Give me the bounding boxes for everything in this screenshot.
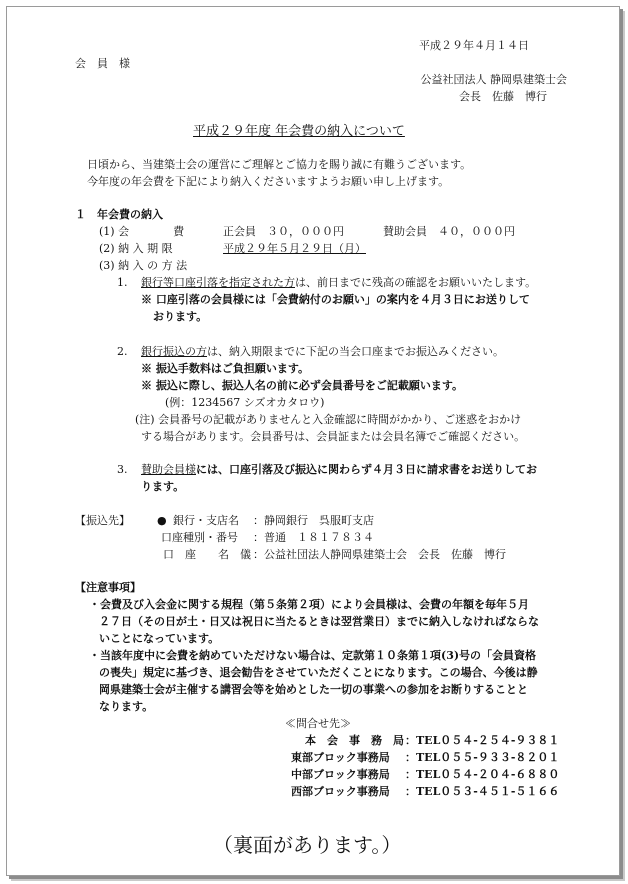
notes-line-6: 岡県建築士会が主催する講習会等を始めとした一切の事業への参加をお断りすることと <box>99 683 528 696</box>
transfer-label-account: 口座種別・番号 <box>161 531 238 544</box>
notes-line-5: の喪失」規定に基づき、退会勧告をさせていただくことになります。この場合、今後は静 <box>99 666 538 679</box>
method-3-line-2: ります。 <box>141 480 185 493</box>
method-1-text <box>141 276 536 290</box>
method-2-note-1: ※ 振込手数料はご負担願います。 <box>141 362 309 375</box>
method-2-lead: 銀行振込の方 <box>141 345 207 358</box>
organization-name: 公益社団法人 静岡県建築士会 <box>420 73 567 86</box>
deadline-label: (2) 納 入 期 限 <box>99 242 173 255</box>
fee-support: 賛助会員 ４０，０００円 <box>383 225 515 238</box>
method-label: (3) 納 入 の 方 法 <box>99 259 188 272</box>
method-3-lead: 賛助会員様 <box>141 463 196 476</box>
method-1-lead: 銀行等口座引落を指定された方 <box>141 276 295 289</box>
method-1-note-2: おります。 <box>153 310 208 323</box>
fee-label: (1) 会 費 <box>99 225 185 238</box>
method-2-text <box>141 345 504 359</box>
contact-office-4: 西部ブロック事務局 <box>291 785 390 798</box>
method-2-rest: は、納入期限までに下記の当会口座までお振込みください。 <box>207 345 504 358</box>
notes-line-2: ２７日（その日が土・日又は祝日に当たるときは翌営業日）までに納入しなければならな <box>99 615 539 628</box>
notes-line-4: ・当該年度中に会費を納めていただけない場合は、定款第１０条第１項(3)号の「会員資格 <box>89 649 537 662</box>
transfer-label-bank: 銀行・支店名 <box>173 514 239 527</box>
addressee: 会 員 様 <box>75 57 130 70</box>
method-2-example: (例：1234567 シズオカタロウ) <box>165 396 325 409</box>
transfer-value-holder: ：公益社団法人静岡県建築士会 会長 佐藤 博行 <box>253 548 506 561</box>
contact-tel-2: ：TEL０５５-９３３-８２０１ <box>405 751 560 764</box>
deadline-value: 平成２９年５月２９日（月） <box>223 242 366 255</box>
contact-tel-3: ：TEL０５４-２０４-６８８０ <box>405 768 560 781</box>
notes-line-3: いことになっています。 <box>99 632 220 645</box>
transfer-heading: 【振込先】 <box>75 514 130 527</box>
method-1-number: 1. <box>117 276 128 289</box>
method-1-note-1: ※ 口座引落の会員様には「会費納付のお願い」の案内を４月３日にお送りして <box>141 293 530 306</box>
method-3-text <box>141 463 537 477</box>
contact-tel-4: ：TEL０５３-４５１-５１６６ <box>405 785 560 798</box>
document-page <box>6 6 620 876</box>
fee-regular: 正会員 ３０，０００円 <box>223 225 344 238</box>
transfer-label-holder: 口 座 名 儀 <box>163 548 251 561</box>
method-2-note-2: ※ 振込に際し、振込人名の前に必ず会員番号をご記載願います。 <box>141 379 463 392</box>
intro-line-1: 日頃から、当建築士会の運営にご理解とご協力を賜り誠に有難うございます。 <box>87 158 472 171</box>
method-1-rest: は、前日までに残高の確認をお願いいたします。 <box>295 276 537 289</box>
reverse-side-notice: （裏面があります。） <box>213 833 402 857</box>
transfer-value-account: ：普通 １８１７８３４ <box>253 531 374 544</box>
contacts-heading: ≪問合せ先≫ <box>285 717 351 730</box>
method-2-caution-2: する場合があります。会員番号は、会員証または会員名簿でご確認ください。 <box>141 430 526 443</box>
contact-tel-1: ：TEL０５４-２５４-９３８１ <box>405 734 560 747</box>
intro-line-2: 今年度の年会費を下記により納入くださいますようお願い申し上げます。 <box>87 175 450 188</box>
date: 平成２９年４月１４日 <box>419 39 529 52</box>
transfer-value-bank: ：静岡銀行 呉服町支店 <box>253 514 374 527</box>
section-heading: １ 年会費の納入 <box>75 208 163 221</box>
notes-heading: 【注意事項】 <box>75 581 141 594</box>
bullet-icon: ● <box>157 514 167 527</box>
contact-office-2: 東部ブロック事務局 <box>291 751 390 764</box>
contact-office-3: 中部ブロック事務局 <box>291 768 390 781</box>
method-2-caution-1: (注) 会員番号の記載がありませんと入金確認に時間がかかり、ご迷惑をおかけ <box>135 413 522 426</box>
president-name: 会長 佐藤 博行 <box>459 90 547 103</box>
document-title: 平成２９年度 年会費の納入について <box>193 124 405 139</box>
contact-office-1: 本 会 事 務 局 <box>305 734 404 747</box>
notes-line-7: なります。 <box>99 700 154 713</box>
notes-line-1: ・会費及び入会金に関する規程（第５条第２項）により会員様は、会費の年額を毎年５月 <box>89 598 529 611</box>
method-2-number: 2. <box>117 345 128 358</box>
method-3-rest: には、口座引落及び振込に関わらず４月３日に請求書をお送りしてお <box>196 463 537 476</box>
method-3-number: 3. <box>117 463 128 476</box>
